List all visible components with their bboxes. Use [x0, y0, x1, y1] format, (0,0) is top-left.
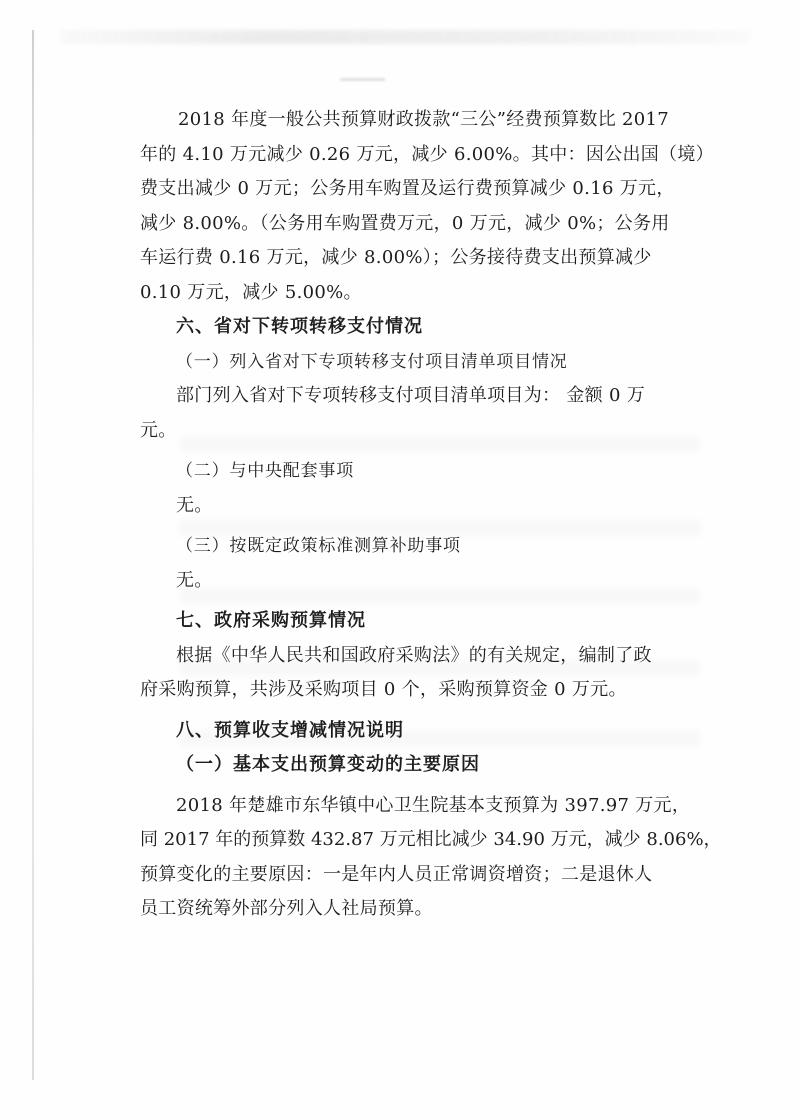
subsection-title: （三）按既定政策标准测算补助事项 [176, 536, 461, 556]
subsection-title: （一）列入省对下专项转移支付项目清单项目情况 [176, 351, 568, 372]
scan-edge-left [32, 30, 34, 1080]
paragraph-line: 部门列入省对下专项转移支付项目清单项目为： 金额 0 万 [176, 385, 646, 406]
paragraph-line: 预算变化的主要原因：一是年内人员正常调资增资；二是退休人 [140, 863, 653, 885]
paragraph-line: 同 2017 年的预算数 432.87 万元相比减少 34.90 万元，减少 8.06%， [140, 829, 722, 850]
section-heading-6: 六、省对下转项转移支付情况 [176, 316, 423, 337]
scan-shadow-top [60, 30, 750, 44]
section-heading-7: 七、政府采购预算情况 [176, 610, 366, 631]
paragraph-line: 车运行费 0.16 万元，减少 8.00%）；公务接待费支出预算减少 [140, 247, 652, 268]
scan-mark [340, 78, 385, 81]
paragraph-line: 0.10 万元，减少 5.00%。 [140, 281, 362, 303]
paragraph-line: 元。 [140, 419, 177, 441]
paragraph-line: 2018 年楚雄市东华镇中心卫生院基本支预算为 397.97 万元， [176, 794, 691, 816]
paragraph-line: 2018 年度一般公共预算财政拨款“三公”经费预算数比 2017 [178, 109, 670, 130]
paragraph-line: 费支出减少 0 万元；公务用车购置及运行费预算减少 0.16 万元， [140, 178, 675, 199]
document-body [140, 103, 722, 927]
paragraph-line: 员工资统筹外部分列入人社局预算。 [140, 898, 433, 919]
paragraph-line: 府采购预算，共涉及采购项目 0 个，采购预算资金 0 万元。 [140, 679, 627, 700]
paragraph-line: 减少 8.00%。（公务用车购置费万元，0 万元，减少 0%；公务用 [140, 212, 670, 234]
paragraph-line: 根据《中华人民共和国政府采购法》的有关规定，编制了政 [176, 644, 652, 666]
section-heading-8: 八、预算收支增减情况说明 [176, 719, 404, 741]
subsection-title: （二）与中央配套事项 [176, 461, 354, 481]
paragraph-line: 年的 4.10 万元减少 0.26 万元，减少 6.00%。其中：因公出国（境） [140, 143, 714, 165]
paragraph-line: 无。 [176, 569, 213, 591]
paragraph-line: 无。 [176, 494, 213, 516]
subsection-title: （一）基本支出预算变动的主要原因 [176, 754, 480, 775]
